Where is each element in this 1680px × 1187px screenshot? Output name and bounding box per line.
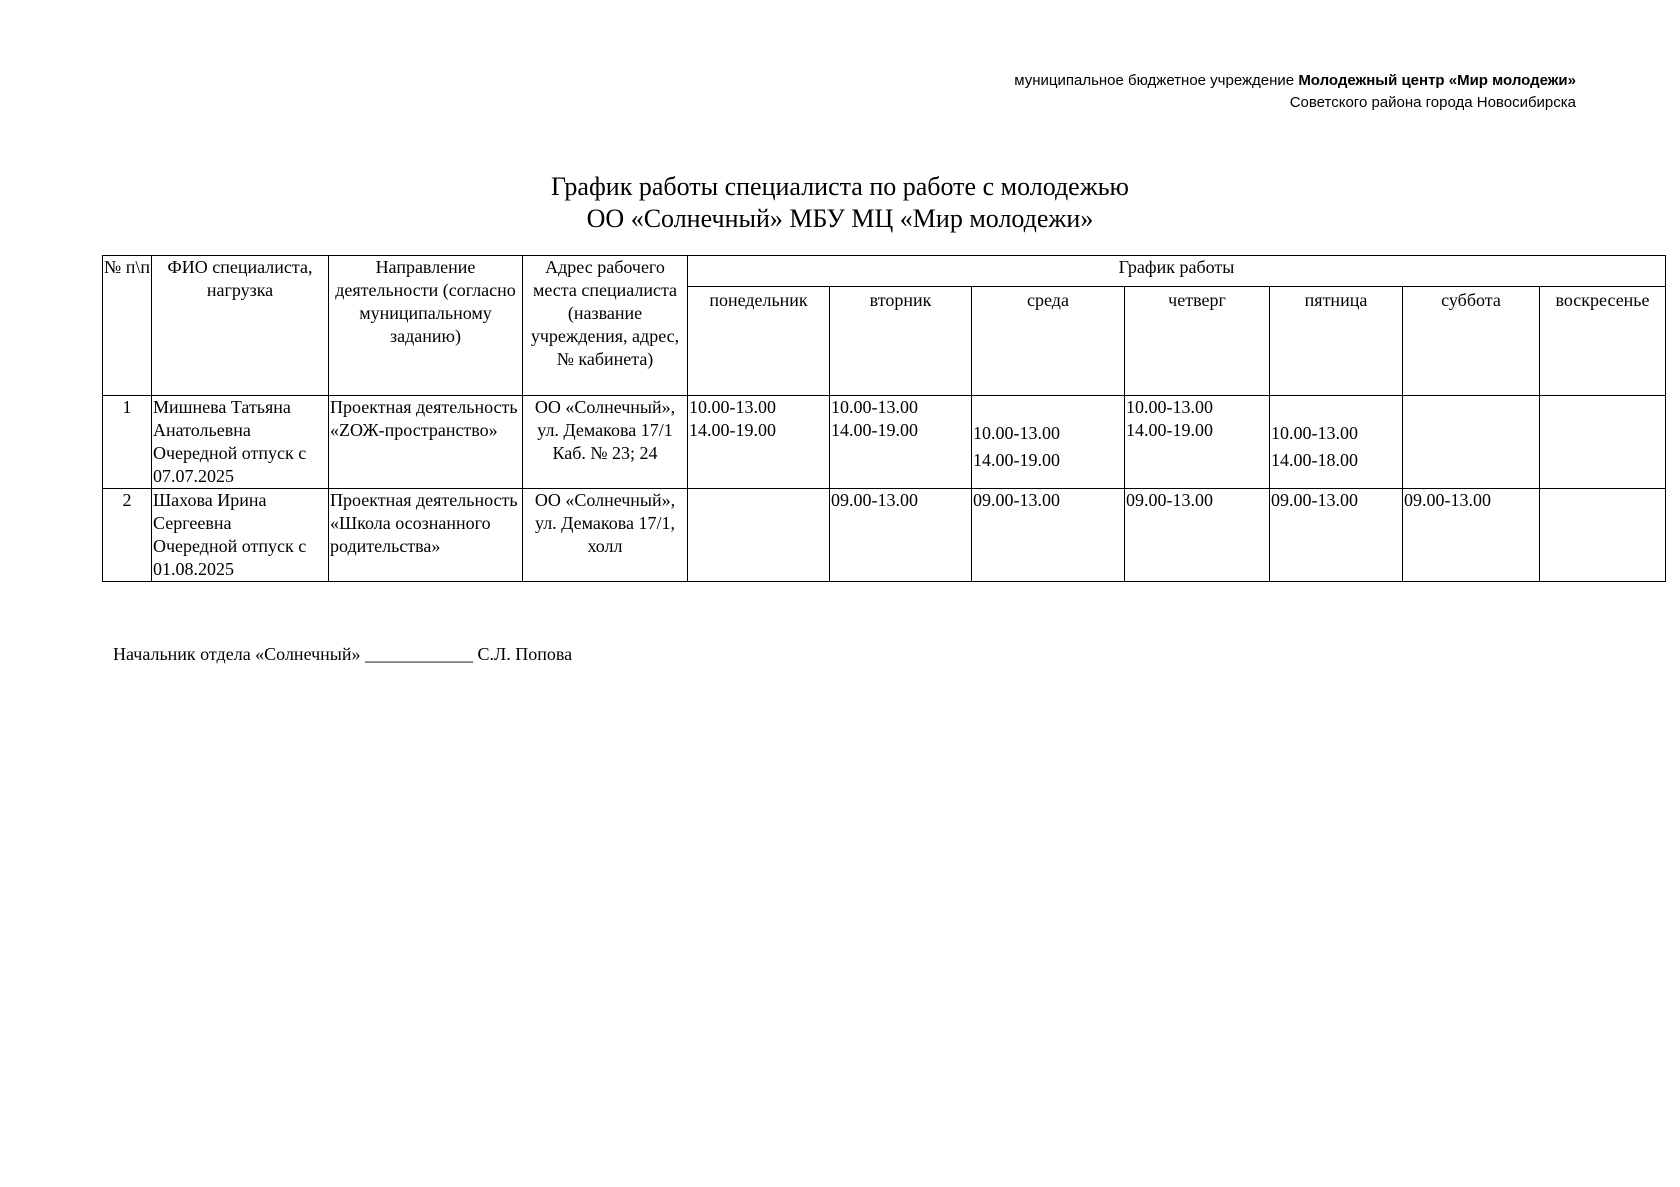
header-num: № п\п <box>103 256 152 396</box>
time-slot: 14.00-19.00 <box>689 420 776 440</box>
row-fio-note: Очередной отпуск с 01.08.2025 <box>153 536 307 579</box>
header-direction: Направление деятельности (согласно муниципальному заданию) <box>329 256 523 396</box>
time-slot: 14.00-19.00 <box>1126 420 1213 440</box>
document-title-line1: График работы специалиста по работе с молодежью <box>551 172 1129 201</box>
row-day-saturday <box>1403 396 1540 489</box>
row-direction <box>329 396 523 489</box>
signature-name: С.Л. Попова <box>477 644 573 664</box>
row-day-friday <box>1270 489 1403 582</box>
row-day-tuesday <box>830 489 972 582</box>
row-num: 1 <box>103 396 152 489</box>
header-schedule: График работы <box>688 256 1666 287</box>
row-address <box>523 396 688 489</box>
row-address-line2: Каб. № 23; 24 <box>552 443 658 463</box>
row-day-wednesday <box>972 396 1125 489</box>
time-slot: 09.00-13.00 <box>973 490 1060 510</box>
document-title-line2: ОО «Солнечный» МБУ МЦ «Мир молодежи» <box>586 204 1094 233</box>
row-direction-line2: «Школа осознанного родительства» <box>330 513 491 556</box>
time-slot: 10.00-13.00 <box>689 397 776 417</box>
row-address <box>523 489 688 582</box>
time-slot: 09.00-13.00 <box>831 490 918 510</box>
header-day-thursday: четверг <box>1125 287 1270 396</box>
row-day-wednesday <box>972 489 1125 582</box>
header-day-monday: понедельник <box>688 287 830 396</box>
header-day-sunday: воскресенье <box>1540 287 1666 396</box>
table-row <box>103 396 1666 489</box>
row-day-sunday <box>1540 396 1666 489</box>
time-slot: 09.00-13.00 <box>1126 490 1213 510</box>
signature-blank: ____________ <box>365 644 474 664</box>
table-header-row <box>103 256 1666 287</box>
header-fio: ФИО специалиста, нагрузка <box>152 256 329 396</box>
time-slot: 14.00-18.00 <box>1271 450 1358 470</box>
organization-name: Молодежный центр «Мир молодежи» <box>1298 72 1576 89</box>
row-day-monday <box>688 396 830 489</box>
signature-line <box>113 642 572 666</box>
row-num: 2 <box>103 489 152 582</box>
time-slot: 10.00-13.00 <box>1126 397 1213 417</box>
row-day-sunday <box>1540 489 1666 582</box>
time-slot: 09.00-13.00 <box>1404 490 1491 510</box>
table-row <box>103 489 1666 582</box>
row-address-line1: ОО «Солнечный», ул. Демакова 17/1, <box>534 490 676 533</box>
signature-position: Начальник отдела «Солнечный» <box>113 644 361 664</box>
row-direction-line2: «ZОЖ-пространство» <box>330 420 498 440</box>
row-address-line2: холл <box>587 536 623 556</box>
document-title <box>0 171 1680 235</box>
organization-header-line1 <box>1014 70 1576 92</box>
row-fio <box>152 489 329 582</box>
row-direction <box>329 489 523 582</box>
schedule-table <box>102 255 1666 582</box>
row-day-thursday <box>1125 396 1270 489</box>
row-direction-line1: Проектная деятельность <box>330 397 518 417</box>
row-day-thursday <box>1125 489 1270 582</box>
header-address-line2: № кабинета) <box>556 349 654 369</box>
header-day-tuesday: вторник <box>830 287 972 396</box>
header-day-friday: пятница <box>1270 287 1403 396</box>
header-day-wednesday: среда <box>972 287 1125 396</box>
organization-type: муниципальное бюджетное учреждение <box>1014 72 1299 89</box>
organization-header <box>1014 70 1576 114</box>
row-fio-name: Шахова Ирина Сергеевна <box>153 490 267 533</box>
row-fio <box>152 396 329 489</box>
row-day-monday <box>688 489 830 582</box>
row-direction-line1: Проектная деятельность <box>330 490 518 510</box>
time-slot: 14.00-19.00 <box>831 420 918 440</box>
time-slot: 14.00-19.00 <box>973 450 1060 470</box>
time-slot: 10.00-13.00 <box>831 397 918 417</box>
row-day-friday <box>1270 396 1403 489</box>
organization-district: Советского района города Новосибирска <box>1289 94 1576 111</box>
time-slot: 10.00-13.00 <box>973 423 1060 443</box>
time-slot: 09.00-13.00 <box>1271 490 1358 510</box>
header-day-saturday: суббота <box>1403 287 1540 396</box>
header-address <box>523 256 688 396</box>
row-day-saturday <box>1403 489 1540 582</box>
row-fio-name: Мишнева Татьяна Анатольевна <box>153 397 291 440</box>
row-fio-note: Очередной отпуск с 07.07.2025 <box>153 443 307 486</box>
row-address-line1: ОО «Солнечный», ул. Демакова 17/1 <box>534 397 676 440</box>
time-slot: 10.00-13.00 <box>1271 423 1358 443</box>
row-day-tuesday <box>830 396 972 489</box>
header-address-line1: Адрес рабочего места специалиста (название учреждения, адрес, <box>530 257 680 346</box>
